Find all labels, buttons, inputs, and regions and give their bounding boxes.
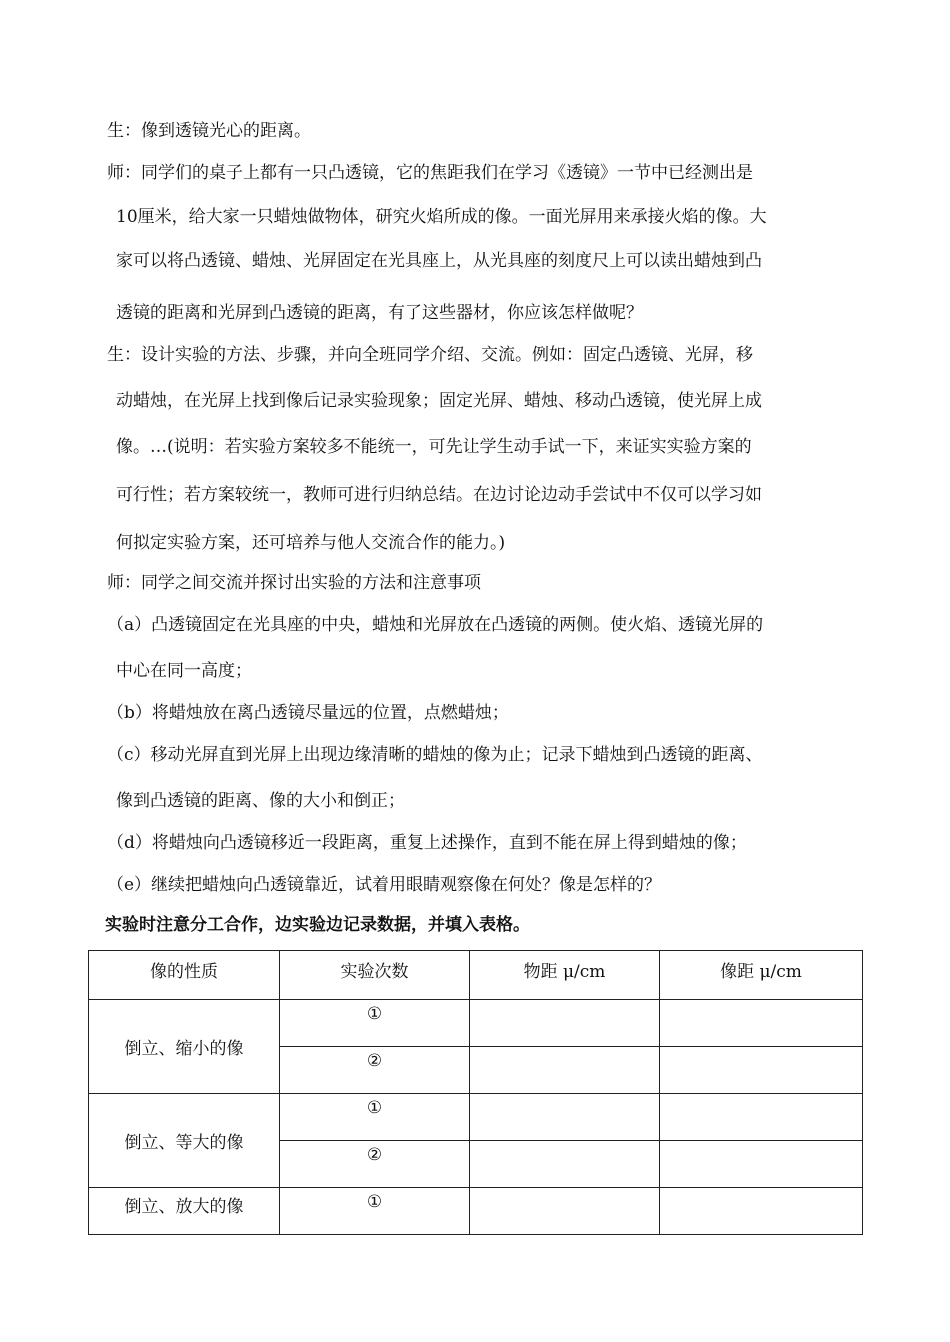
para-line-9: 可行性；若方案较统一，教师可进行归纳总结。在边讨论边动手尝试中不仅可以学习如 xyxy=(116,485,762,505)
object-distance-cell[interactable] xyxy=(470,1000,660,1047)
step-e: （e）继续把蜡烛向凸透镜靠近，试着用眼睛观察像在何处？像是怎样的？ xyxy=(107,875,662,895)
trial-cell: ① xyxy=(280,1000,470,1047)
header-image-distance: 像距 μ/cm xyxy=(660,951,863,1000)
object-distance-cell[interactable] xyxy=(470,1188,660,1235)
table-row xyxy=(89,1188,863,1235)
step-a: （a）凸透镜固定在光具座的中央，蜡烛和光屏放在凸透镜的两侧。使火焰、透镜光屏的 xyxy=(107,615,764,635)
data-table xyxy=(88,950,863,1235)
step-c: （c）移动光屏直到光屏上出现边缘清晰的蜡烛的像为止；记录下蜡烛到凸透镜的距离、 xyxy=(107,745,763,765)
image-distance-cell[interactable] xyxy=(660,1047,863,1094)
para-line-3: 10厘米，给大家一只蜡烛做物体，研究火焰所成的像。一面光屏用来承接火焰的像。大 xyxy=(116,207,767,227)
object-distance-cell[interactable] xyxy=(470,1094,660,1141)
object-distance-cell[interactable] xyxy=(470,1047,660,1094)
object-distance-cell[interactable] xyxy=(470,1141,660,1188)
para-line-4: 家可以将凸透镜、蜡烛、光屏固定在光具座上，从光具座的刻度尺上可以读出蜡烛到凸 xyxy=(116,251,762,271)
property-cell: 倒立、等大的像 xyxy=(89,1094,280,1188)
step-a-cont: 中心在同一高度； xyxy=(116,661,252,681)
step-b: （b）将蜡烛放在离凸透镜尽量远的位置，点燃蜡烛； xyxy=(107,703,509,723)
trial-cell: ② xyxy=(280,1047,470,1094)
para-line-6: 生：设计实验的方法、步骤，并向全班同学介绍、交流。例如：固定凸透镜、光屏，移 xyxy=(107,345,753,365)
step-d: （d）将蜡烛向凸透镜移近一段距离，重复上述操作，直到不能在屏上得到蜡烛的像； xyxy=(107,833,747,853)
para-line-5: 透镜的距离和光屏到凸透镜的距离，有了这些器材，你应该怎样做呢？ xyxy=(116,303,643,323)
para-line-11: 师：同学之间交流并探讨出实验的方法和注意事项 xyxy=(107,573,481,593)
step-c-cont: 像到凸透镜的距离、像的大小和倒正； xyxy=(116,791,405,811)
image-distance-cell[interactable] xyxy=(660,1188,863,1235)
image-distance-cell[interactable] xyxy=(660,1094,863,1141)
header-object-distance: 物距 μ/cm xyxy=(470,951,660,1000)
para-line-10: 何拟定实验方案，还可培养与他人交流合作的能力。) xyxy=(116,533,506,553)
trial-cell: ② xyxy=(280,1141,470,1188)
para-line-2: 师：同学们的桌子上都有一只凸透镜，它的焦距我们在学习《透镜》一节中已经测出是 xyxy=(107,163,753,183)
para-line-1: 生：像到透镜光心的距离。 xyxy=(107,121,311,141)
header-trial: 实验次数 xyxy=(280,951,470,1000)
para-line-7: 动蜡烛，在光屏上找到像后记录实验现象；固定光屏、蜡烛、移动凸透镜，使光屏上成 xyxy=(116,391,762,411)
property-cell: 倒立、缩小的像 xyxy=(89,1000,280,1094)
table-header-row xyxy=(89,951,863,1000)
table-instruction: 实验时注意分工合作，边实验边记录数据，并填入表格。 xyxy=(105,915,530,935)
property-cell: 倒立、放大的像 xyxy=(89,1188,280,1235)
table-row xyxy=(89,1094,863,1141)
table-row xyxy=(89,1000,863,1047)
header-property: 像的性质 xyxy=(89,951,280,1000)
image-distance-cell[interactable] xyxy=(660,1141,863,1188)
para-line-8: 像。…(说明：若实验方案较多不能统一，可先让学生动手试一下，来证实实验方案的 xyxy=(116,437,752,457)
trial-cell: ① xyxy=(280,1188,470,1235)
trial-cell: ① xyxy=(280,1094,470,1141)
image-distance-cell[interactable] xyxy=(660,1000,863,1047)
